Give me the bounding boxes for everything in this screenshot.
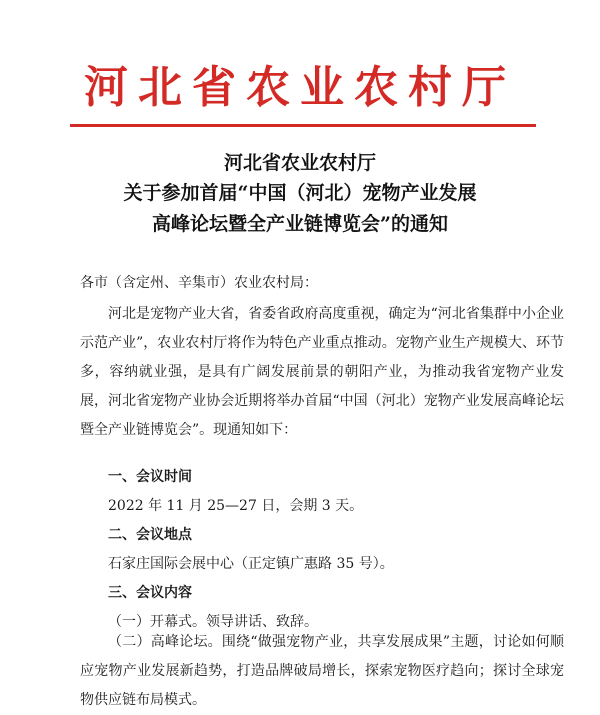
section-heading-time: 一、会议时间 (108, 469, 192, 485)
masthead-title: 河北省农业农村厅 (84, 62, 516, 113)
masthead-divider (70, 124, 536, 127)
document-title-line-1: 河北省农业农村厅 (223, 152, 376, 174)
section-heading-content: 三、会议内容 (108, 585, 192, 601)
section-heading-place: 二、会议地点 (108, 527, 192, 543)
document-title-line-2: 关于参加首届“中国（河北）宠物产业发展 (123, 182, 477, 204)
salutation: 各市（含定州、辛集市）农业农村局： (80, 275, 318, 291)
document-title-line-3: 高峰论坛暨全产业链博览会”的通知 (152, 213, 448, 235)
content-item-opening: （一）开幕式。领导讲话、致辞。 (108, 614, 318, 630)
content-item-forum: （二）高峰论坛。围绕“做强宠物产业，共享发展成果”主题，讨论如何顺应宠物产业发展新趋势，打造品牌破局增长，探索宠物医疗趋向；探讨全球宠物供应链布局模式。 (80, 634, 564, 708)
intro-paragraph: 河北是宠物产业大省，省委省政府高度重视，确定为“河北省集群中小企业示范产业”，农业农村厅将作为特色产业重点推动。宠物产业生产规模大、环节多，容纳就业强，是具有广阔发展前景的朝阳产业，为推动我省宠物产业发展，河北省宠物产业协会近期将举办首届“中国（河北）宠物产业发展高峰论坛暨全产业链博览会”。现通知如下： (80, 306, 564, 438)
section-text-time: 2022 年 11 月 25—27 日，会期 3 天。 (108, 498, 364, 514)
section-text-place: 石家庄国际会展中心（正定镇广惠路 35 号）。 (108, 556, 394, 572)
